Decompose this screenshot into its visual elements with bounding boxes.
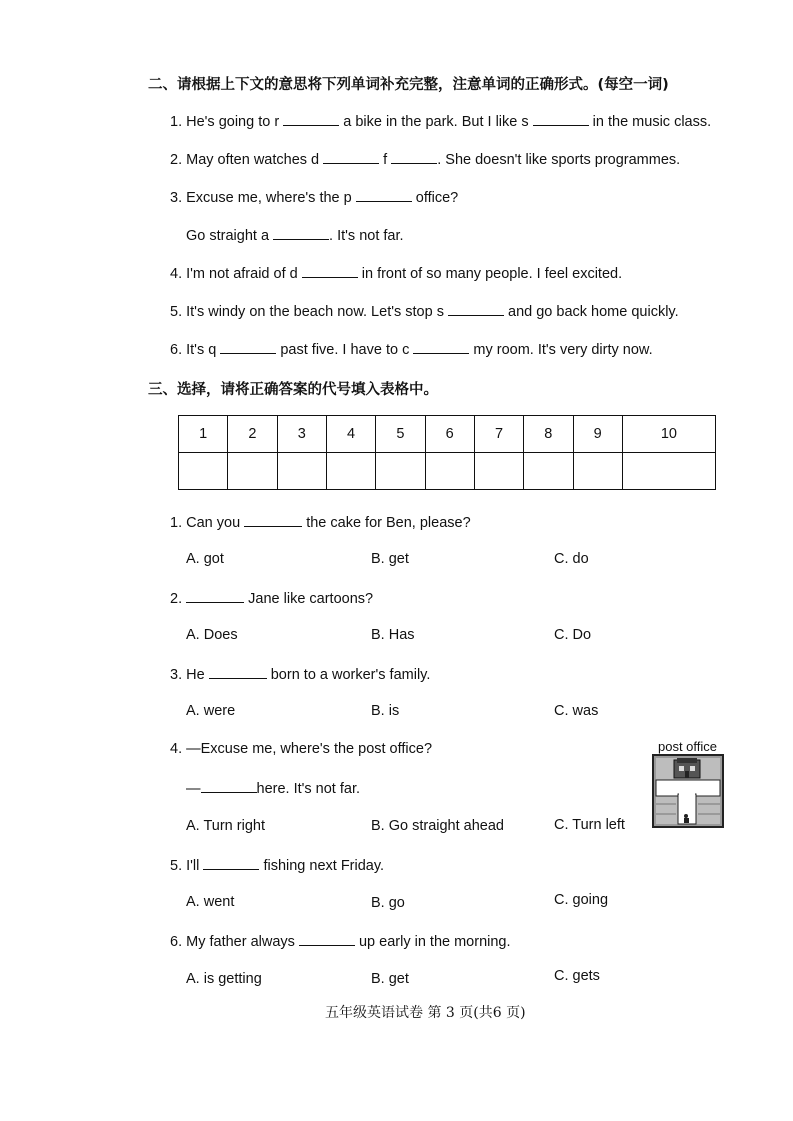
q5-text-a: 5. It's windy on the beach now. Let's stop s	[170, 304, 444, 320]
mc1-text-b: the cake for Ben, please?	[306, 515, 471, 531]
post-office-map-icon	[652, 754, 724, 828]
answer-input-cell[interactable]	[524, 453, 573, 490]
map-label: post office	[658, 739, 718, 754]
mc5-text-a: 5. I'll	[170, 858, 200, 874]
s2-question-2	[170, 150, 680, 168]
q2-text-c: . She doesn't like sports programmes.	[437, 152, 681, 168]
mc5-option-b[interactable]: B. go	[371, 895, 405, 911]
q3b-text-a: Go straight a	[186, 228, 270, 244]
mc4-option-b[interactable]: B. Go straight ahead	[371, 818, 504, 834]
mc4-reply-text: here. It's not far.	[256, 781, 361, 797]
q1-text-a: 1. He's going to r	[170, 114, 280, 130]
s2-question-6	[170, 340, 653, 358]
mc-question-6	[170, 932, 511, 950]
blank[interactable]	[448, 302, 504, 316]
mc-question-4-reply	[186, 779, 360, 797]
section3-heading: 三、选择，请将正确答案的代号填入表格中。	[148, 382, 438, 398]
mc6-text-a: 6. My father always	[170, 934, 295, 950]
answer-header-cell: 10	[622, 416, 715, 453]
q4-text-a: 4. I'm not afraid of d	[170, 266, 298, 282]
q4-text-b: in front of so many people. I feel excited.	[361, 266, 623, 282]
blank[interactable]	[302, 264, 358, 278]
mc3-option-c[interactable]: C. was	[554, 703, 599, 719]
mc4-option-c[interactable]: C. Turn left	[554, 817, 625, 833]
blank[interactable]	[201, 779, 257, 793]
mc-question-4: 4. —Excuse me, where's the post office?	[170, 741, 433, 757]
q6-text-b: past five. I have to c	[280, 342, 410, 358]
mc-question-5	[170, 856, 384, 874]
blank[interactable]	[356, 188, 412, 202]
q2-text-a: 2. May often watches d	[170, 152, 320, 168]
mc1-text-a: 1. Can you	[170, 515, 241, 531]
mc4-reply-dash: —	[186, 781, 201, 797]
blank[interactable]	[299, 932, 355, 946]
mc6-option-c[interactable]: C. gets	[554, 968, 600, 984]
answer-header-cell: 9	[573, 416, 622, 453]
s2-question-4	[170, 264, 622, 282]
blank[interactable]	[186, 589, 244, 603]
answer-header-cell: 5	[376, 416, 425, 453]
answer-input-cell[interactable]	[277, 453, 326, 490]
answer-header-cell: 7	[474, 416, 523, 453]
mc2-text-b: Jane like cartoons?	[248, 591, 374, 607]
q3b-text-b: . It's not far.	[329, 228, 404, 244]
mc1-option-a[interactable]: A. got	[186, 551, 224, 567]
mc-question-1	[170, 513, 471, 531]
mc6-option-b[interactable]: B. get	[371, 971, 409, 987]
blank[interactable]	[533, 112, 589, 126]
blank[interactable]	[209, 665, 267, 679]
q1-text-b: a bike in the park. But I like s	[343, 114, 529, 130]
q1-text-c: in the music class.	[592, 114, 712, 130]
mc1-option-c[interactable]: C. do	[554, 551, 589, 567]
answer-input-cell[interactable]	[228, 453, 277, 490]
q3-text-b: office?	[415, 190, 459, 206]
q6-text-a: 6. It's q	[170, 342, 217, 358]
mc5-option-a[interactable]: A. went	[186, 894, 235, 910]
blank[interactable]	[391, 150, 437, 164]
blank[interactable]	[203, 856, 259, 870]
mc1-option-b[interactable]: B. get	[371, 551, 409, 567]
mc2-option-c[interactable]: C. Do	[554, 627, 592, 643]
mc4-option-a[interactable]: A. Turn right	[186, 818, 265, 834]
blank[interactable]	[220, 340, 276, 354]
q2-text-b: f	[383, 152, 388, 168]
answer-input-cell[interactable]	[326, 453, 375, 490]
answer-table	[178, 415, 716, 490]
mc6-option-a[interactable]: A. is getting	[186, 971, 262, 987]
q5-text-b: and go back home quickly.	[508, 304, 679, 320]
page-footer: 五年级英语试卷 第 3 页(共6 页)	[325, 1005, 526, 1021]
answer-input-cell[interactable]	[425, 453, 474, 490]
mc3-option-b[interactable]: B. is	[371, 703, 400, 719]
answer-header-cell: 8	[524, 416, 573, 453]
mc5-text-b: fishing next Friday.	[263, 858, 385, 874]
blank[interactable]	[273, 226, 329, 240]
mc2-text-a: 2.	[170, 591, 183, 607]
answer-header-cell: 4	[326, 416, 375, 453]
blank[interactable]	[283, 112, 339, 126]
mc2-option-a[interactable]: A. Does	[186, 627, 238, 643]
answer-header-cell: 1	[179, 416, 228, 453]
answer-input-cell[interactable]	[573, 453, 622, 490]
answer-header-cell: 3	[277, 416, 326, 453]
mc-question-2	[170, 589, 373, 607]
mc-question-3	[170, 665, 430, 683]
mc2-option-b[interactable]: B. Has	[371, 627, 415, 643]
mc5-option-c[interactable]: C. going	[554, 892, 609, 908]
answer-input-cell[interactable]	[622, 453, 715, 490]
mc3-text-a: 3. He	[170, 667, 205, 683]
answer-header-cell: 2	[228, 416, 277, 453]
s2-question-5	[170, 302, 679, 320]
mc6-text-b: up early in the morning.	[358, 934, 511, 950]
s2-question-3-reply	[186, 226, 404, 244]
s2-question-1	[170, 112, 711, 130]
mc3-text-b: born to a worker's family.	[270, 667, 431, 683]
section2-heading: 二、请根据上下文的意思将下列单词补充完整，注意单词的正确形式。(每空一词)	[148, 77, 669, 93]
s2-question-3	[170, 188, 458, 206]
blank[interactable]	[244, 513, 302, 527]
q3-text-a: 3. Excuse me, where's the p	[170, 190, 352, 206]
answer-header-cell: 6	[425, 416, 474, 453]
mc3-option-a[interactable]: A. were	[186, 703, 236, 719]
blank[interactable]	[323, 150, 379, 164]
q6-text-c: my room. It's very dirty now.	[473, 342, 653, 358]
answer-input-cell[interactable]	[376, 453, 425, 490]
blank[interactable]	[413, 340, 469, 354]
answer-input-cell[interactable]	[474, 453, 523, 490]
answer-input-cell[interactable]	[179, 453, 228, 490]
